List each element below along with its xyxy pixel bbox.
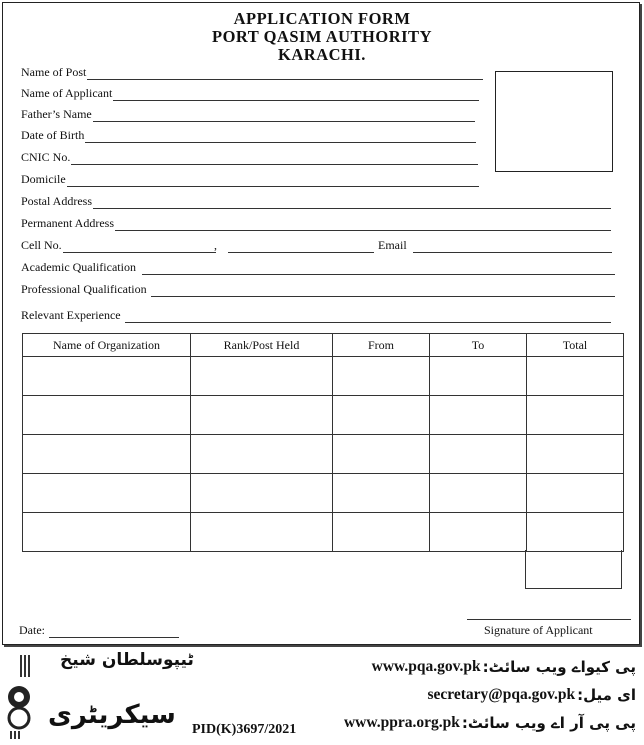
cell-label: Cell No. [21,238,62,252]
email-label: Email [378,238,407,252]
email-field[interactable] [378,237,612,253]
professional-qualification-label: Professional Qualification [21,282,147,296]
name-of-applicant-label: Name of Applicant [21,86,113,100]
postal-address-label: Postal Address [21,194,93,208]
fathers-name-label: Father’s Name [21,107,92,121]
logo-icon [6,653,36,741]
officer-name: ٹیپوسلطان شیخ [60,650,194,670]
col-organization: Name of Organization [23,334,191,357]
photo-box [495,71,613,172]
grand-total-cell[interactable] [525,550,622,589]
col-total: Total [527,334,624,357]
email-link[interactable]: secretary@pqa.gov.pk [427,686,576,703]
table-row [23,513,624,552]
cell-second-field[interactable] [228,237,374,253]
col-from: From [333,334,430,357]
table-row [23,357,624,396]
col-rank: Rank/Post Held [191,334,333,357]
table-header-row [23,334,624,357]
name-of-applicant-field[interactable] [21,85,479,101]
signature-line[interactable] [467,619,631,620]
academic-qualification-field[interactable] [21,259,615,275]
pid-number: PID(K)3697/2021 [192,722,297,737]
cnic-field[interactable] [21,149,478,165]
permanent-address-field[interactable] [21,215,611,231]
ppra-link[interactable]: www.ppra.org.pk [343,714,460,731]
date-of-birth-label: Date of Birth [21,128,85,142]
website-contact [372,658,636,676]
ppra-label: پی پی آر اے ویب سائٹ: [461,714,636,732]
form-title: APPLICATION FORM [233,9,411,28]
col-to: To [430,334,527,357]
cell-separator: , [214,238,217,252]
ppra-contact [344,714,636,732]
cnic-label: CNIC No. [21,150,71,164]
relevant-experience-label: Relevant Experience [21,308,121,322]
table-row [23,396,624,435]
name-of-post-field[interactable] [21,64,483,80]
website-label: پی کیواے ویب سائٹ: [482,658,636,676]
email-contact-label: ای میل: [577,686,636,704]
email-contact [427,686,636,704]
city-name: KARACHI. [278,45,366,64]
fathers-name-field[interactable] [21,106,475,122]
name-of-post-label: Name of Post [21,65,87,79]
table-row [23,435,624,474]
officer-title: سیکریٹری [48,700,176,730]
cell-field[interactable] [21,237,216,253]
domicile-label: Domicile [21,172,66,186]
date-of-birth-field[interactable] [21,127,476,143]
academic-qualification-label: Academic Qualification [21,260,136,274]
experience-table [22,333,624,552]
table-row [23,474,624,513]
date-field[interactable] [19,623,179,638]
website-link[interactable]: www.pqa.gov.pk [371,658,481,675]
signature-label: Signature of Applicant [484,623,593,637]
domicile-field[interactable] [21,171,479,187]
authority-name: PORT QASIM AUTHORITY [212,27,432,46]
date-label: Date: [19,623,45,637]
postal-address-field[interactable] [21,193,611,209]
relevant-experience-field[interactable] [21,307,611,323]
permanent-address-label: Permanent Address [21,216,114,230]
professional-qualification-field[interactable] [21,281,615,297]
